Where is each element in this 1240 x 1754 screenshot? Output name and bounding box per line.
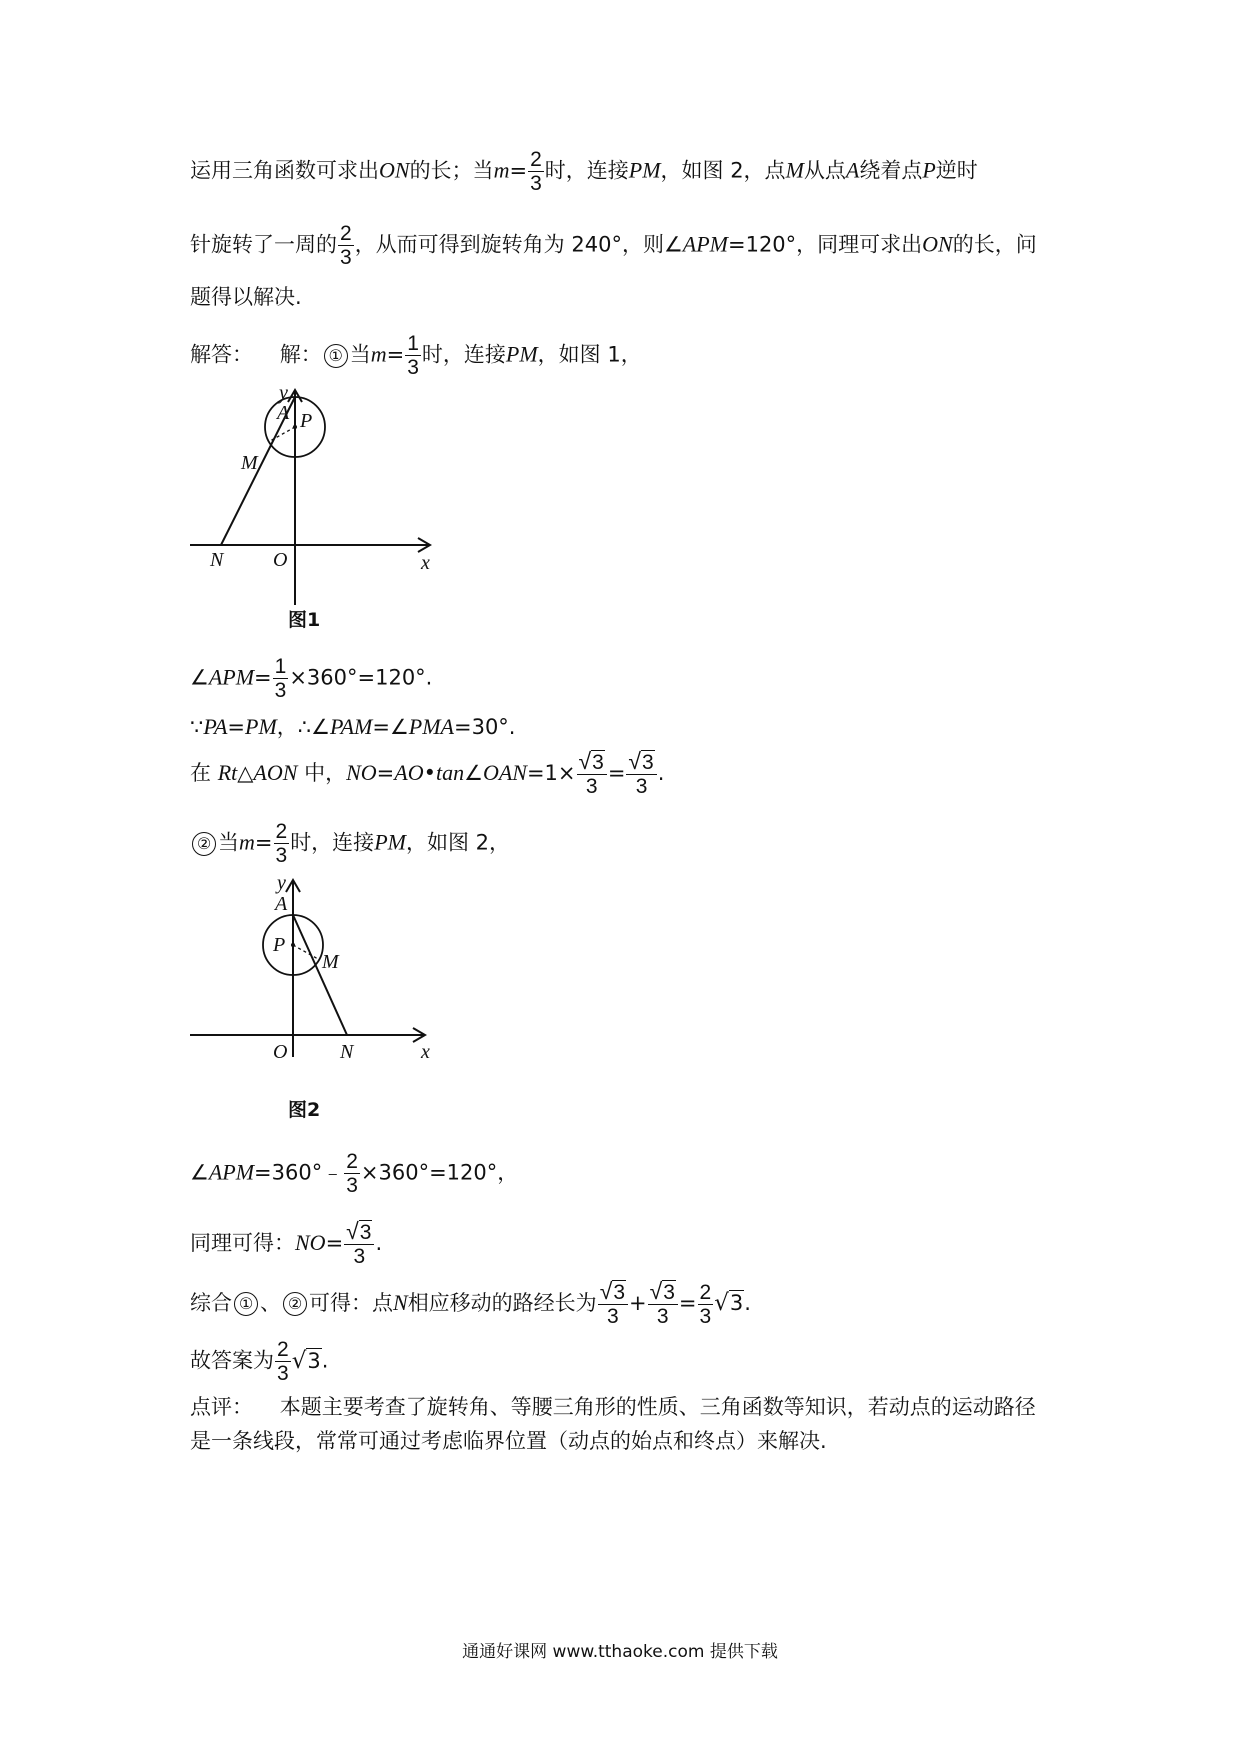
text: =∠ [372, 715, 409, 739]
text: 当 [218, 830, 239, 855]
var: N [393, 1290, 408, 1315]
analysis-line-3: 题得以解决. [190, 285, 302, 309]
text: ，如图 2，点 [660, 158, 786, 183]
text: =1× [526, 761, 576, 785]
footer: 通通好课网 www.tthaoke.com 提供下载 [462, 1642, 778, 1662]
label-m: M [241, 452, 258, 474]
label-o: O [273, 549, 288, 571]
denominator: 3 [635, 775, 648, 798]
text: 、 [260, 1291, 281, 1315]
var: m [493, 157, 510, 183]
text: 时，连接 [421, 342, 506, 367]
fraction [528, 148, 544, 195]
text: • [423, 761, 436, 785]
numerator: 2 [340, 222, 352, 245]
text: 可得：点 [309, 1291, 393, 1315]
radicand: 3 [642, 751, 654, 774]
sqrt: √3 [578, 748, 604, 774]
fraction [338, 222, 354, 269]
numerator: 1 [407, 332, 419, 355]
radicand: 3 [307, 1348, 321, 1373]
text: ∵ [190, 715, 204, 739]
var: OAN [482, 760, 527, 785]
text: ∠ [190, 665, 209, 690]
denominator: 3 [656, 1305, 669, 1328]
denominator: 3 [353, 1245, 366, 1268]
text: ，从而可得到旋转角为 240°，则∠ [354, 232, 683, 257]
circled-number: ② [283, 1292, 307, 1316]
label-x: x [421, 552, 430, 574]
text: . [375, 1231, 383, 1255]
denominator: 3 [407, 356, 419, 379]
label-p: P [273, 934, 286, 956]
sqrt: √3 [291, 1347, 321, 1374]
fraction [648, 1280, 678, 1328]
fraction [275, 1338, 291, 1385]
analysis-line-2 [190, 222, 1037, 269]
label-x: x [421, 1041, 430, 1060]
radicand: 3 [663, 1281, 675, 1304]
denominator: 3 [275, 844, 288, 867]
comment-label: 点评： [190, 1395, 253, 1419]
text: + [629, 1291, 647, 1315]
numerator [626, 750, 656, 775]
circled-number: ① [324, 344, 348, 368]
var: APM [208, 1159, 255, 1185]
denominator: 3 [340, 246, 352, 269]
numerator: 2 [530, 148, 542, 171]
segment-pm [293, 945, 318, 959]
denominator: 3 [530, 172, 542, 195]
step-2 [190, 712, 515, 742]
text: = [509, 158, 528, 183]
text: 的长，问 [952, 232, 1037, 257]
step-6 [190, 1280, 751, 1328]
text: =360°﹣ [254, 1160, 344, 1185]
text: =30°. [453, 715, 516, 739]
numerator [344, 1220, 374, 1245]
text: 故答案为 [190, 1348, 274, 1373]
fraction [577, 750, 607, 798]
fraction [274, 820, 290, 867]
text: ∠ [190, 1160, 209, 1185]
label-a: A [275, 893, 288, 915]
denominator: 3 [607, 1305, 619, 1328]
numerator: 2 [699, 1280, 712, 1304]
text: 时，连接 [290, 830, 375, 855]
sqrt: √3 [346, 1218, 372, 1244]
var: PM [505, 341, 538, 367]
var: PM [245, 714, 277, 739]
fraction [626, 750, 656, 798]
label-y: y [279, 385, 288, 404]
numerator: 2 [275, 820, 288, 843]
text: 运用三角函数可求出 [190, 158, 379, 183]
numerator [648, 1280, 678, 1305]
text: 针旋转了一周的 [190, 232, 337, 257]
circled-number: ② [192, 832, 216, 856]
step-5 [190, 1220, 382, 1268]
var: ON [922, 231, 953, 257]
analysis-line-1 [190, 148, 978, 195]
figure-1 [185, 385, 435, 614]
var: NO [346, 760, 377, 785]
text: 中， [304, 761, 347, 785]
text: . [744, 1291, 751, 1315]
text: ，如图 2， [405, 830, 510, 855]
point-p [293, 425, 297, 429]
text: 逆时 [935, 158, 978, 183]
answer-label: 解答： [190, 342, 253, 367]
var: PAM [329, 714, 373, 739]
text: = [678, 1291, 697, 1315]
sqrt: √3 [628, 748, 654, 774]
denominator: 3 [346, 1174, 358, 1197]
fraction [405, 332, 421, 379]
fraction [598, 1280, 628, 1328]
text: ×360°=120°， [360, 1160, 519, 1185]
text: 解： [279, 342, 322, 367]
text: = [254, 830, 273, 855]
figure-1-diagram [185, 385, 435, 610]
step-3 [190, 750, 664, 798]
var: PA [203, 714, 228, 739]
numerator [577, 750, 607, 775]
fraction [698, 1281, 714, 1328]
var: P [922, 157, 936, 183]
denominator: 3 [585, 775, 598, 798]
denominator: 3 [699, 1304, 712, 1328]
denominator: 3 [277, 1362, 289, 1385]
text: = [376, 761, 395, 785]
text: 从点 [803, 158, 846, 183]
label-y: y [277, 875, 286, 894]
fraction [273, 655, 289, 702]
label-n: N [210, 549, 224, 571]
text: 绕着点 [859, 158, 923, 183]
comment-line-2: 是一条线段，常常可通过考虑临界位置（动点的始点和终点）来解决. [190, 1429, 827, 1453]
text: ×360°=120°. [289, 665, 433, 690]
segment-pm [270, 427, 295, 441]
label-n: N [340, 1041, 354, 1060]
figure-2-caption: 图2 [288, 1099, 321, 1121]
text: = [607, 761, 626, 785]
fraction [344, 1150, 360, 1197]
label-o: O [273, 1041, 288, 1060]
circled-number: ① [234, 1292, 258, 1316]
sqrt: √3 [714, 1290, 744, 1316]
point-p [291, 943, 295, 947]
var: APM [682, 231, 728, 257]
text: = [386, 342, 405, 367]
radicand: 3 [613, 1281, 625, 1304]
var: NO [295, 1230, 326, 1255]
text: 当 [349, 342, 371, 367]
var: AO [394, 760, 424, 785]
var: ON [379, 157, 410, 183]
var: PM [374, 829, 406, 855]
figure-1-caption: 图1 [288, 609, 321, 631]
text: = [254, 665, 272, 690]
text: =120°，同理可求出 [727, 232, 923, 257]
text: ， [276, 715, 298, 739]
answer-line [190, 332, 642, 379]
sqrt: √3 [599, 1278, 625, 1304]
sqrt: √3 [649, 1278, 675, 1304]
text: = [325, 1231, 344, 1255]
radicand: 3 [729, 1291, 744, 1315]
denominator: 3 [274, 679, 287, 702]
text: ∴∠ [297, 715, 330, 739]
label-p: P [300, 410, 313, 432]
var: PM [628, 157, 661, 183]
text: 同理可得： [190, 1231, 295, 1255]
text: 综合 [190, 1291, 232, 1315]
var: Rt [217, 760, 238, 785]
numerator: 1 [274, 655, 287, 678]
var: PMA [408, 714, 454, 739]
figure-2-diagram [185, 875, 435, 1060]
text: 在 [190, 761, 211, 785]
text: . [321, 1348, 329, 1373]
text: 的长；当 [409, 158, 494, 183]
fraction [344, 1220, 374, 1268]
var: m [239, 829, 255, 855]
label-m: M [322, 951, 339, 973]
var: M [785, 157, 804, 183]
var: A [845, 157, 860, 183]
text: = [227, 715, 246, 739]
label-a: A [277, 402, 290, 424]
numerator: 2 [277, 1338, 289, 1361]
step-1 [190, 655, 432, 702]
var: AON [253, 760, 298, 785]
radicand: 3 [592, 751, 604, 774]
numerator [598, 1280, 628, 1305]
var: APM [208, 664, 255, 690]
figure-2 [185, 875, 435, 1064]
step-7 [190, 1338, 328, 1385]
step-4 [190, 1150, 518, 1197]
text: 相应移动的路经长为 [407, 1291, 597, 1315]
text: △ [237, 761, 254, 785]
numerator: 2 [346, 1150, 358, 1173]
var: m [370, 341, 387, 367]
text: . [657, 761, 665, 785]
case-2-line [190, 820, 510, 867]
text: ∠ [464, 761, 483, 785]
radicand: 3 [359, 1221, 372, 1244]
text: 本题主要考查了旋转角、等腰三角形的性质、三角函数等知识，若动点的运动路径 [279, 1395, 1036, 1419]
text: ，如图 1， [537, 342, 642, 367]
comment-line-1 [190, 1392, 1036, 1422]
text: 时，连接 [544, 158, 629, 183]
var: tan [435, 760, 465, 785]
